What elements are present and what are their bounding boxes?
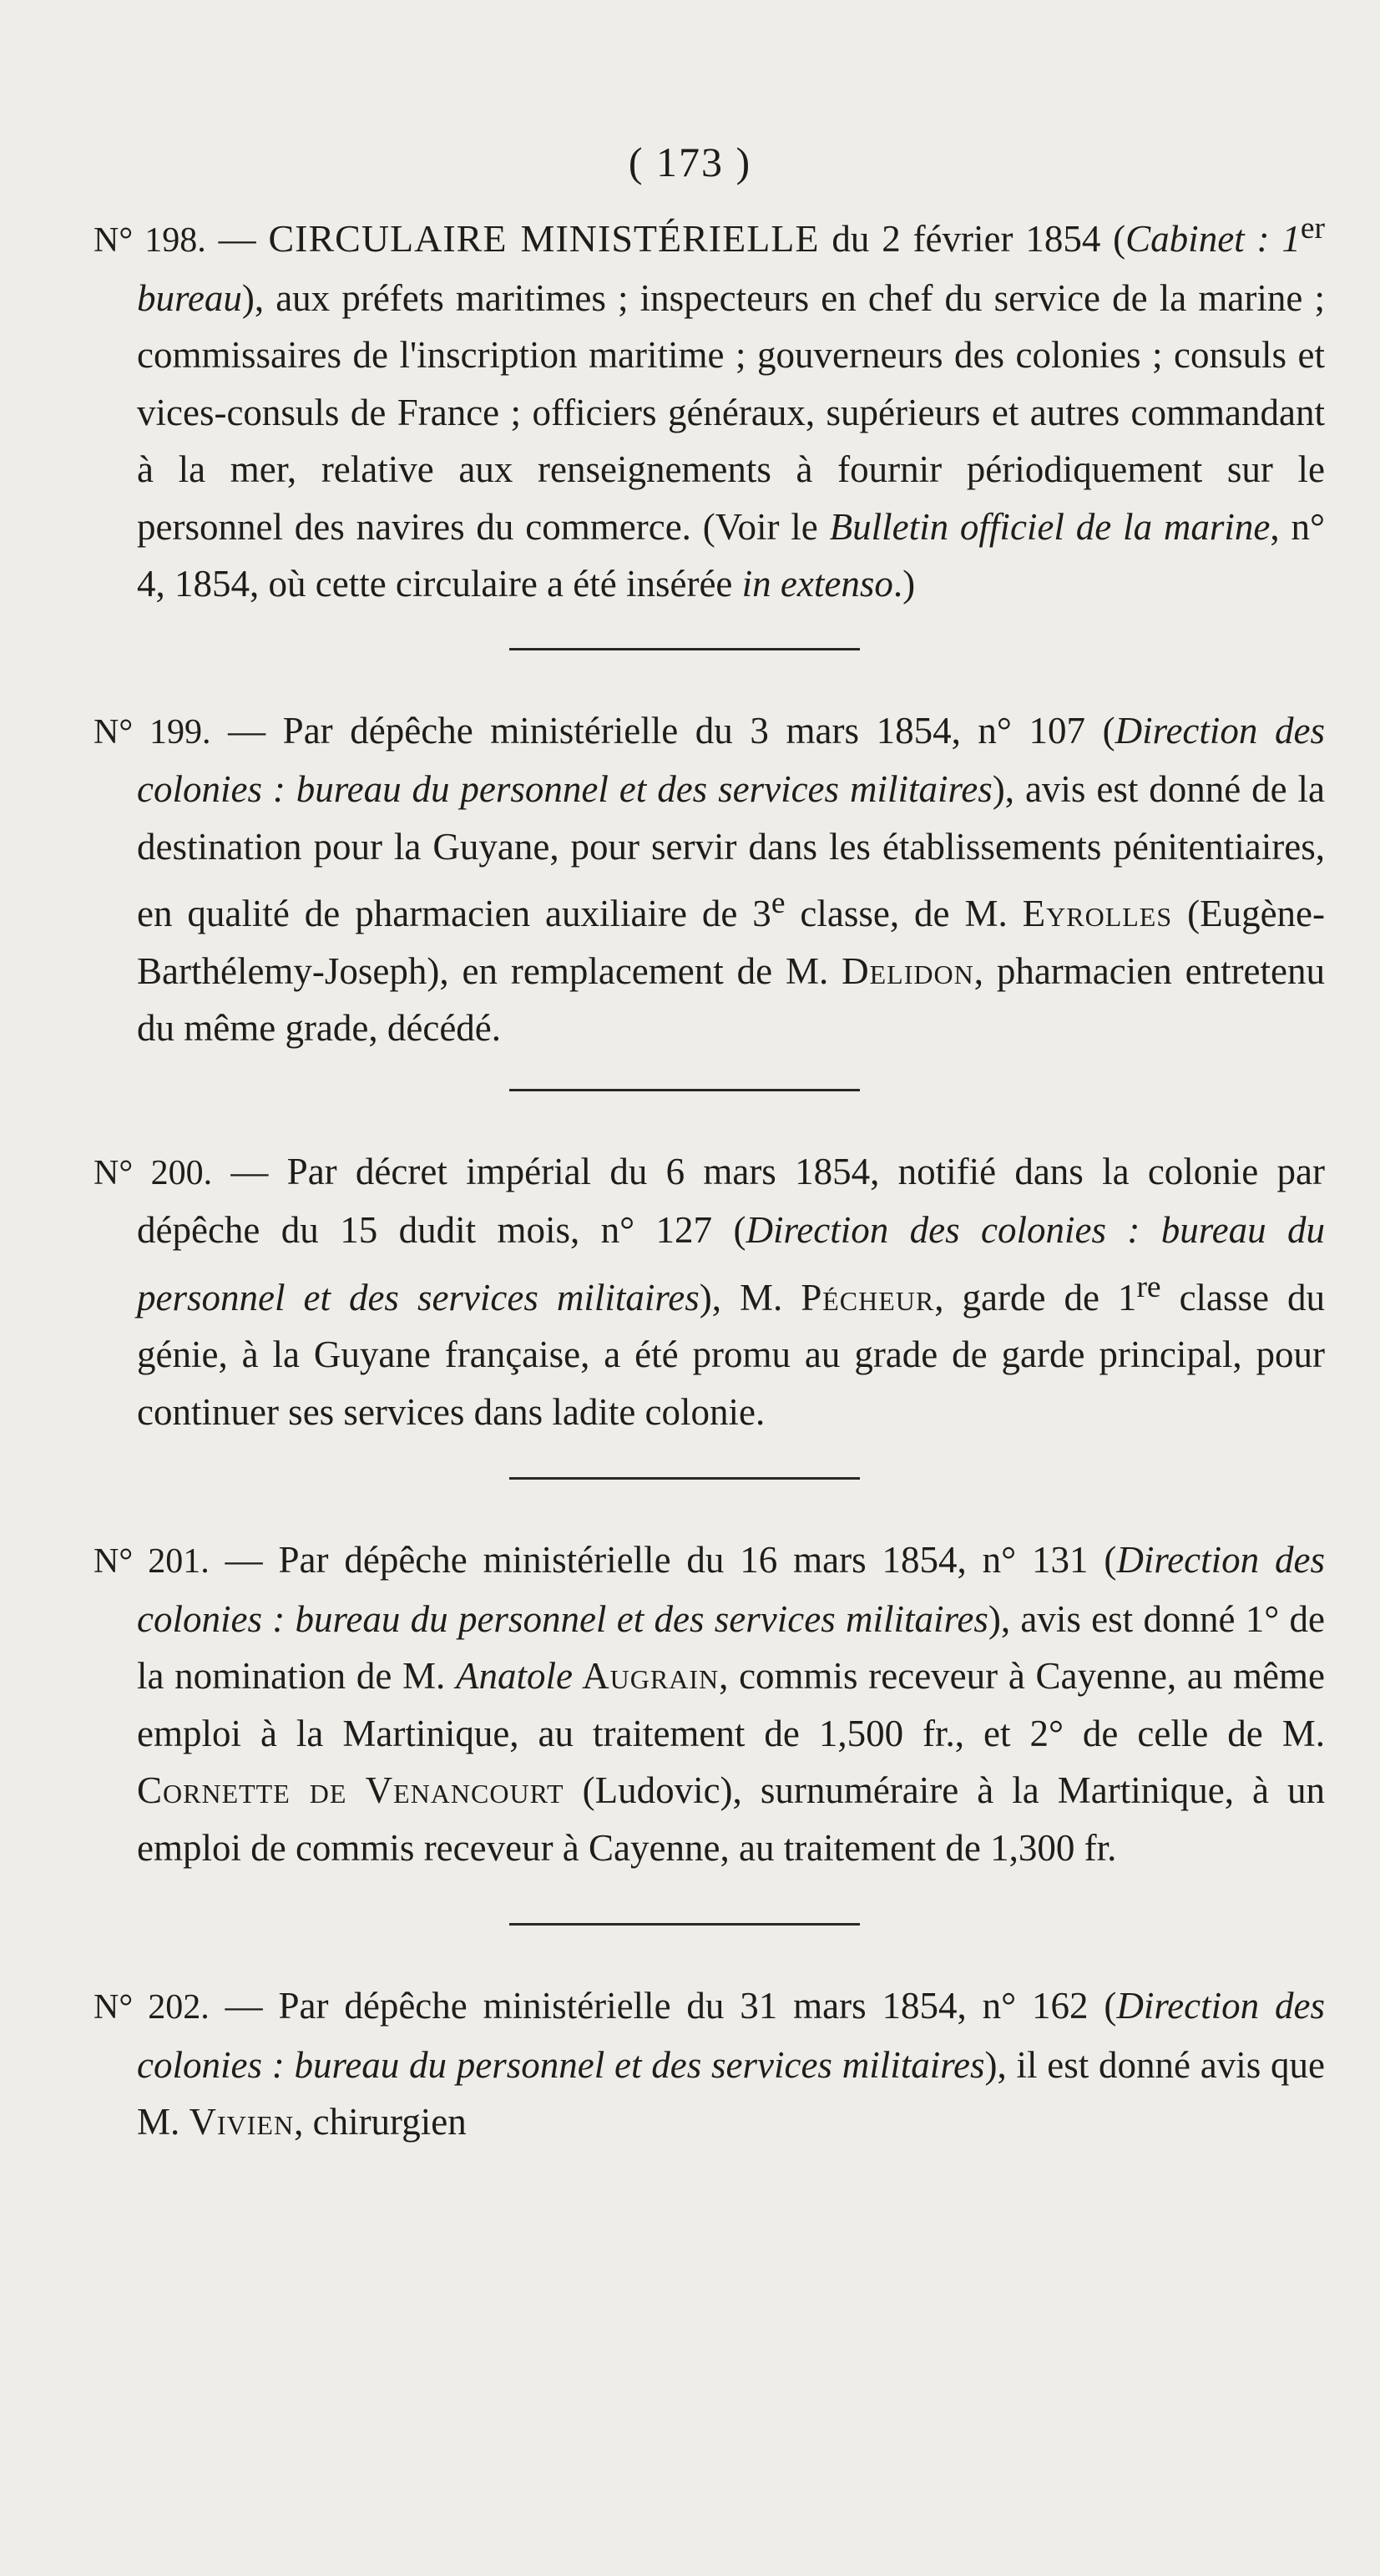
entry-text: , n° 4, 1854, où cette circulaire a été insérée xyxy=(137,505,1326,605)
entry-italic: Cabinet : 1 xyxy=(1125,218,1301,260)
entry-text: ), avis est donné 1° de la nomination de M. xyxy=(137,1597,1326,1697)
entry-italic: Direction des colonies : bureau du personnel et des services militaires xyxy=(137,709,1325,810)
entry-text: , garde de 1 xyxy=(934,1276,1137,1318)
separator-rule xyxy=(509,1477,860,1480)
entry-text: (Eugène-Barthélemy-Joseph), en remplacement de M. xyxy=(137,893,1325,992)
entry-number: N° 201. xyxy=(94,1542,210,1581)
separator-rule xyxy=(509,1923,860,1926)
entry-name: Delidon xyxy=(842,949,974,992)
entry-italic: bureau xyxy=(137,276,242,319)
entry-superscript: e xyxy=(771,886,786,920)
entry-text: classe du génie, à la Guyane française, a été promu au grade de garde principal, pour continuer ses services dans ladite colonie. xyxy=(137,1276,1326,1433)
entry-italic: Direction des colonies : bureau du personnel et des services militaires xyxy=(137,1209,1325,1318)
separator-rule xyxy=(509,1089,860,1091)
entry-text: , chirurgien xyxy=(294,2101,467,2143)
entry-201 xyxy=(94,1531,1325,1876)
entry-text: — xyxy=(205,218,269,260)
entry-text: ), M. xyxy=(699,1276,801,1318)
entry-200 xyxy=(94,1143,1325,1441)
entry-italic: Direction des colonies : bureau du personnel et des services militaires xyxy=(137,1985,1325,2086)
entry-name: Vivien xyxy=(189,2101,295,2143)
entry-title: CIRCULAIRE MINISTÉRIELLE xyxy=(268,217,820,260)
entry-text: — Par dépêche ministérielle du 16 mars 1854, n° 131 ( xyxy=(209,1539,1117,1581)
entry-text: ), aux préfets maritimes ; inspecteurs en chef du service de la marine ; commissaires de l'inscription maritime ; gouverneurs des colonies ; consuls et vices-consuls de France ; officiers généraux, supérieurs et autres commandant à la mer, relative aux renseignements à fournir périodiquement sur le personnel des navires du commerce. (Voir le xyxy=(137,276,1325,548)
entry-superscript: re xyxy=(1136,1269,1161,1304)
entry-text: classe, de M. xyxy=(785,893,1023,934)
entry-text: , pharmacien entretenu du même grade, décédé. xyxy=(137,949,1326,1049)
entry-number: N° 200. xyxy=(94,1153,213,1192)
entry-198 xyxy=(94,200,1325,613)
entry-number: N° 199. xyxy=(94,712,211,752)
entry-text: — Par décret impérial du 6 mars 1854, notifié dans la colonie par dépêche du 15 dudit mois, n° 127 ( xyxy=(137,1150,1325,1251)
entry-202 xyxy=(94,1977,1325,2151)
entry-italic: Bulletin officiel de la marine xyxy=(829,505,1271,548)
entry-italic: Direction des colonies : bureau du personnel et des services militaires xyxy=(137,1539,1325,1640)
entry-text: (Ludovic), surnuméraire à la Martinique, à un emploi de commis receveur à Cayenne, au traitement de 1,300 fr. xyxy=(137,1769,1325,1869)
entry-number: N° 198. xyxy=(94,221,206,260)
entry-text: , commis receveur à Cayenne, au même emploi à la Martinique, au traitement de 1,500 fr., et 2° de celle de M. xyxy=(137,1655,1326,1754)
entry-name: Pécheur xyxy=(801,1276,935,1318)
entry-text: — Par dépêche ministérielle du 3 mars 1854, n° 107 ( xyxy=(210,709,1115,752)
page-number: ( 173 ) xyxy=(628,139,752,185)
entry-text: — Par dépêche ministérielle du 31 mars 1854, n° 162 ( xyxy=(209,1985,1117,2027)
entry-text: ), avis est donné de la destination pour la Guyane, pour servir dans les établissements pénitentiaires, en qualité de pharmacien auxiliaire de 3 xyxy=(137,768,1326,934)
entry-number: N° 202. xyxy=(94,1988,210,2027)
entry-199 xyxy=(94,702,1325,1057)
separator-rule xyxy=(509,648,860,650)
entries-list xyxy=(94,200,1325,2151)
entry-text: ), il est donné avis que M. xyxy=(137,2043,1326,2143)
entry-name: Eyrolles xyxy=(1022,893,1173,934)
entry-superscript: er xyxy=(1300,211,1326,245)
entry-italic: in extenso xyxy=(741,563,893,605)
entry-name: Cornette de Venancourt xyxy=(137,1769,564,1811)
entry-text: .) xyxy=(892,563,916,605)
entry-italic: Anatole xyxy=(456,1655,573,1697)
entry-name: Augrain xyxy=(572,1655,720,1697)
entry-text: du 2 février 1854 ( xyxy=(819,218,1126,260)
